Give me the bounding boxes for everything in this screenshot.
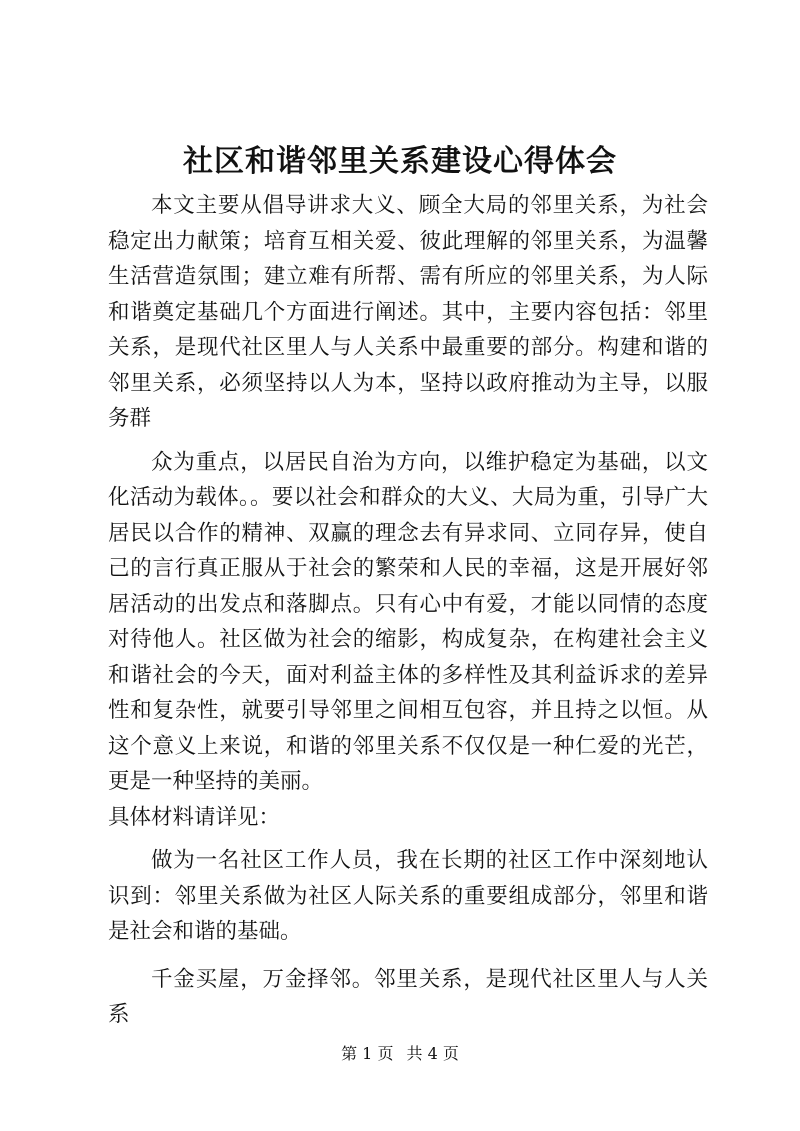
paragraph-4: 做为一名社区工作人员，我在长期的社区工作中深刻地认识到：邻里关系做为社区人际关系的重要组成部分，邻里和谐是社会和谐的基础。 bbox=[108, 848, 708, 944]
paragraph-2: 众为重点，以居民自治为方向，以维护稳定为基础，以文化活动为载体。。要以社会和群众的大义、大局为重，引导广大居民以合作的精神、双赢的理念去有异求同、立同存异，使自己的言行真正服从于社会的繁荣和人民的幸福，这是开展好邻居活动的出发点和落脚点。只有心中有爱，才能以同情的态度对待他人。社区做为社会的缩影，构成复杂，在构建社会主义和谐社会的今天，面对利益主体的多样性及其利益诉求的差异性和复杂性，就要引导邻里之间相互包容，并且持之以恒。从这个意义上来说，和谐的邻里关系不仅仅是一种仁爱的光芒，更是一种坚持的美丽。 bbox=[108, 449, 708, 794]
paragraph-5: 千金买屋，万金择邻。邻里关系，是现代社区里人与人关系 bbox=[108, 966, 708, 1027]
document-body bbox=[108, 188, 708, 1033]
page-total: 共 4 页 bbox=[406, 1044, 459, 1063]
paragraph-3: 具体材料请详见： bbox=[108, 804, 281, 830]
page-footer bbox=[0, 1044, 800, 1064]
paragraph-1: 本文主要从倡导讲求大义、顾全大局的邻里关系，为社会稳定出力献策；培育互相关爱、彼此理解的邻里关系，为温馨生活营造氛围；建立难有所帮、需有所应的邻里关系，为人际和谐奠定基础几个方面进行阐述。其中，主要内容包括：邻里关系，是现代社区里人与人关系中最重要的部分。构建和谐的邻里关系，必须坚持以人为本，坚持以政府推动为主导，以服务群 bbox=[108, 193, 708, 431]
document-title: 社区和谐邻里关系建设心得体会 bbox=[183, 144, 617, 179]
page-number: 第 1 页 bbox=[341, 1044, 394, 1063]
